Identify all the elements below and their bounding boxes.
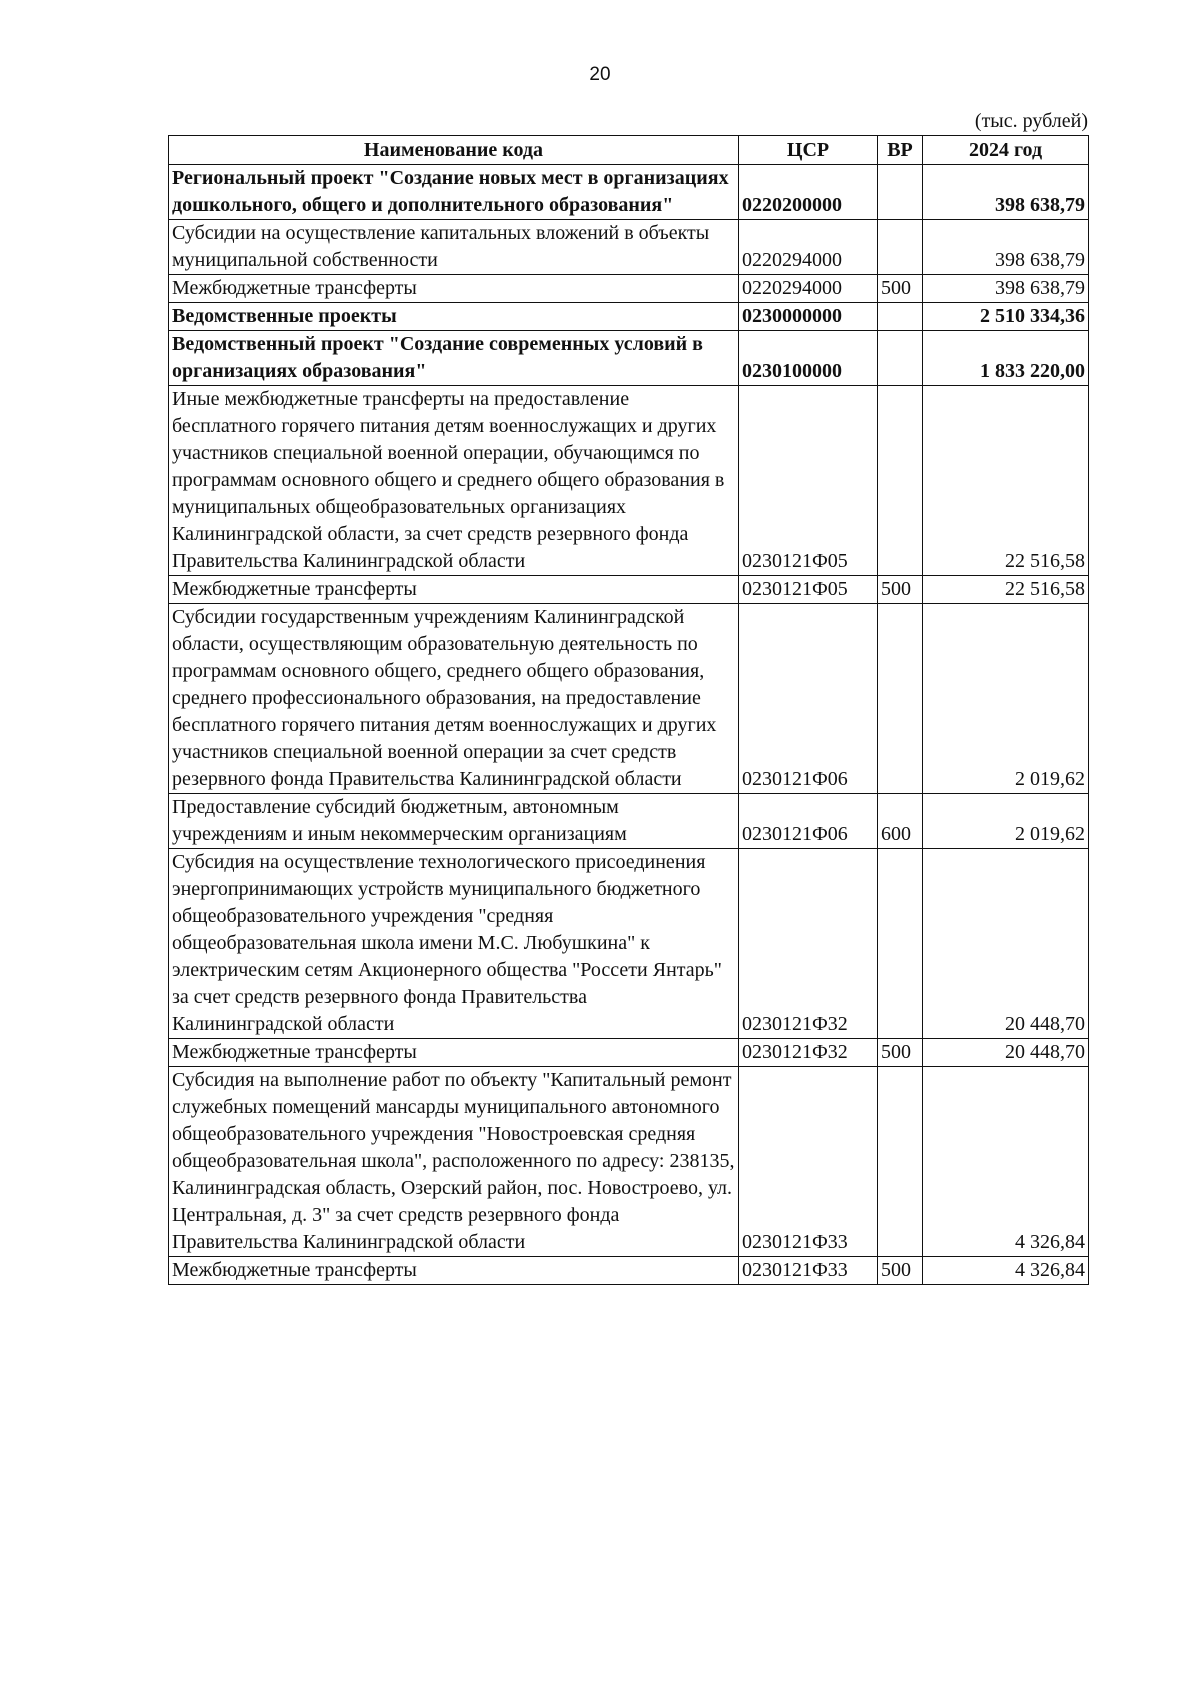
row-sum: 398 638,79 bbox=[923, 275, 1089, 303]
table-row bbox=[169, 1067, 1089, 1257]
units-label: (тыс. рублей) bbox=[974, 110, 1088, 132]
table-row bbox=[169, 576, 1089, 604]
row-sum: 22 516,58 bbox=[923, 576, 1089, 604]
table-row bbox=[169, 1039, 1089, 1067]
budget-table bbox=[168, 135, 1089, 1285]
row-vr bbox=[878, 1067, 923, 1257]
row-name: Межбюджетные трансферты bbox=[169, 576, 739, 604]
table-row bbox=[169, 386, 1089, 576]
row-name: Иные межбюджетные трансферты на предоставление бесплатного горячего питания детям военнослужащих и других участников специальной военной операции, обучающимся по программам основного общего и среднего общего образования в муниципальных общеобразовательных организациях Калининградской области, за счет средств резервного фонда Правительства Калининградской области bbox=[169, 386, 739, 576]
row-name: Субсидия на выполнение работ по объекту "Капитальный ремонт служебных помещений мансарды муниципального автономного общеобразовательного учреждения "Новостроевская средняя общеобразовательная школа", расположенного по адресу: 238135, Калининградская область, Озерский район, пос. Новостроево, ул. Центральная, д. 3" за счет средств резервного фонда Правительства Калининградской области bbox=[169, 1067, 739, 1257]
row-csr: 0220294000 bbox=[739, 275, 878, 303]
row-vr bbox=[878, 220, 923, 275]
row-name: Субсидии государственным учреждениям Калининградской области, осуществляющим образовательную деятельность по программам основного общего, среднего общего образования, среднего профессионального образования, на предоставление бесплатного горячего питания детям военнослужащих и других участников специальной военной операции за счет средств резервного фонда Правительства Калининградской области bbox=[169, 604, 739, 794]
table-row bbox=[169, 849, 1089, 1039]
row-csr: 0230121Ф05 bbox=[739, 576, 878, 604]
header-csr: ЦСР bbox=[739, 136, 878, 165]
row-name: Межбюджетные трансферты bbox=[169, 1039, 739, 1067]
row-csr: 0230121Ф05 bbox=[739, 386, 878, 576]
row-name: Субсидии на осуществление капитальных вложений в объекты муниципальной собственности bbox=[169, 220, 739, 275]
row-csr: 0220200000 bbox=[739, 165, 878, 220]
table-header-row bbox=[169, 136, 1089, 165]
row-sum: 398 638,79 bbox=[923, 165, 1089, 220]
row-name: Ведомственные проекты bbox=[169, 303, 739, 331]
row-csr: 0230100000 bbox=[739, 331, 878, 386]
row-name: Межбюджетные трансферты bbox=[169, 1257, 739, 1285]
row-csr: 0230000000 bbox=[739, 303, 878, 331]
row-sum: 20 448,70 bbox=[923, 1039, 1089, 1067]
row-csr: 0220294000 bbox=[739, 220, 878, 275]
row-vr: 500 bbox=[878, 1039, 923, 1067]
row-name: Субсидия на осуществление технологического присоединения энергопринимающих устройств муниципального бюджетного общеобразовательного учреждения "средняя общеобразовательная школа имени М.С. Любушкина" к электрическим сетям Акционерного общества "Россети Янтарь" за счет средств резервного фонда Правительства Калининградской области bbox=[169, 849, 739, 1039]
row-vr bbox=[878, 331, 923, 386]
table-row bbox=[169, 1257, 1089, 1285]
row-vr: 500 bbox=[878, 1257, 923, 1285]
row-csr: 0230121Ф32 bbox=[739, 849, 878, 1039]
row-sum: 20 448,70 bbox=[923, 849, 1089, 1039]
row-csr: 0230121Ф06 bbox=[739, 794, 878, 849]
row-csr: 0230121Ф32 bbox=[739, 1039, 878, 1067]
row-csr: 0230121Ф33 bbox=[739, 1067, 878, 1257]
table-row bbox=[169, 275, 1089, 303]
row-vr bbox=[878, 386, 923, 576]
row-name: Предоставление субсидий бюджетным, автономным учреждениям и иным некоммерческим организациям bbox=[169, 794, 739, 849]
row-vr: 500 bbox=[878, 275, 923, 303]
table-row bbox=[169, 331, 1089, 386]
row-vr bbox=[878, 165, 923, 220]
table-row bbox=[169, 794, 1089, 849]
row-vr bbox=[878, 303, 923, 331]
row-sum: 2 019,62 bbox=[923, 604, 1089, 794]
table-row bbox=[169, 165, 1089, 220]
row-sum: 2 510 334,36 bbox=[923, 303, 1089, 331]
header-name: Наименование кода bbox=[169, 136, 739, 165]
row-csr: 0230121Ф33 bbox=[739, 1257, 878, 1285]
row-sum: 22 516,58 bbox=[923, 386, 1089, 576]
page-number: 20 bbox=[589, 64, 611, 85]
row-name: Межбюджетные трансферты bbox=[169, 275, 739, 303]
header-year: 2024 год bbox=[923, 136, 1089, 165]
row-sum: 2 019,62 bbox=[923, 794, 1089, 849]
row-vr: 500 bbox=[878, 576, 923, 604]
row-sum: 1 833 220,00 bbox=[923, 331, 1089, 386]
row-name: Ведомственный проект "Создание современных условий в организациях образования" bbox=[169, 331, 739, 386]
row-sum: 4 326,84 bbox=[923, 1067, 1089, 1257]
row-vr: 600 bbox=[878, 794, 923, 849]
table-row bbox=[169, 220, 1089, 275]
row-vr bbox=[878, 849, 923, 1039]
table-row bbox=[169, 604, 1089, 794]
header-vr: ВР bbox=[878, 136, 923, 165]
row-csr: 0230121Ф06 bbox=[739, 604, 878, 794]
row-name: Региональный проект "Создание новых мест в организациях дошкольного, общего и дополнительного образования" bbox=[169, 165, 739, 220]
table-row bbox=[169, 303, 1089, 331]
row-vr bbox=[878, 604, 923, 794]
row-sum: 398 638,79 bbox=[923, 220, 1089, 275]
row-sum: 4 326,84 bbox=[923, 1257, 1089, 1285]
